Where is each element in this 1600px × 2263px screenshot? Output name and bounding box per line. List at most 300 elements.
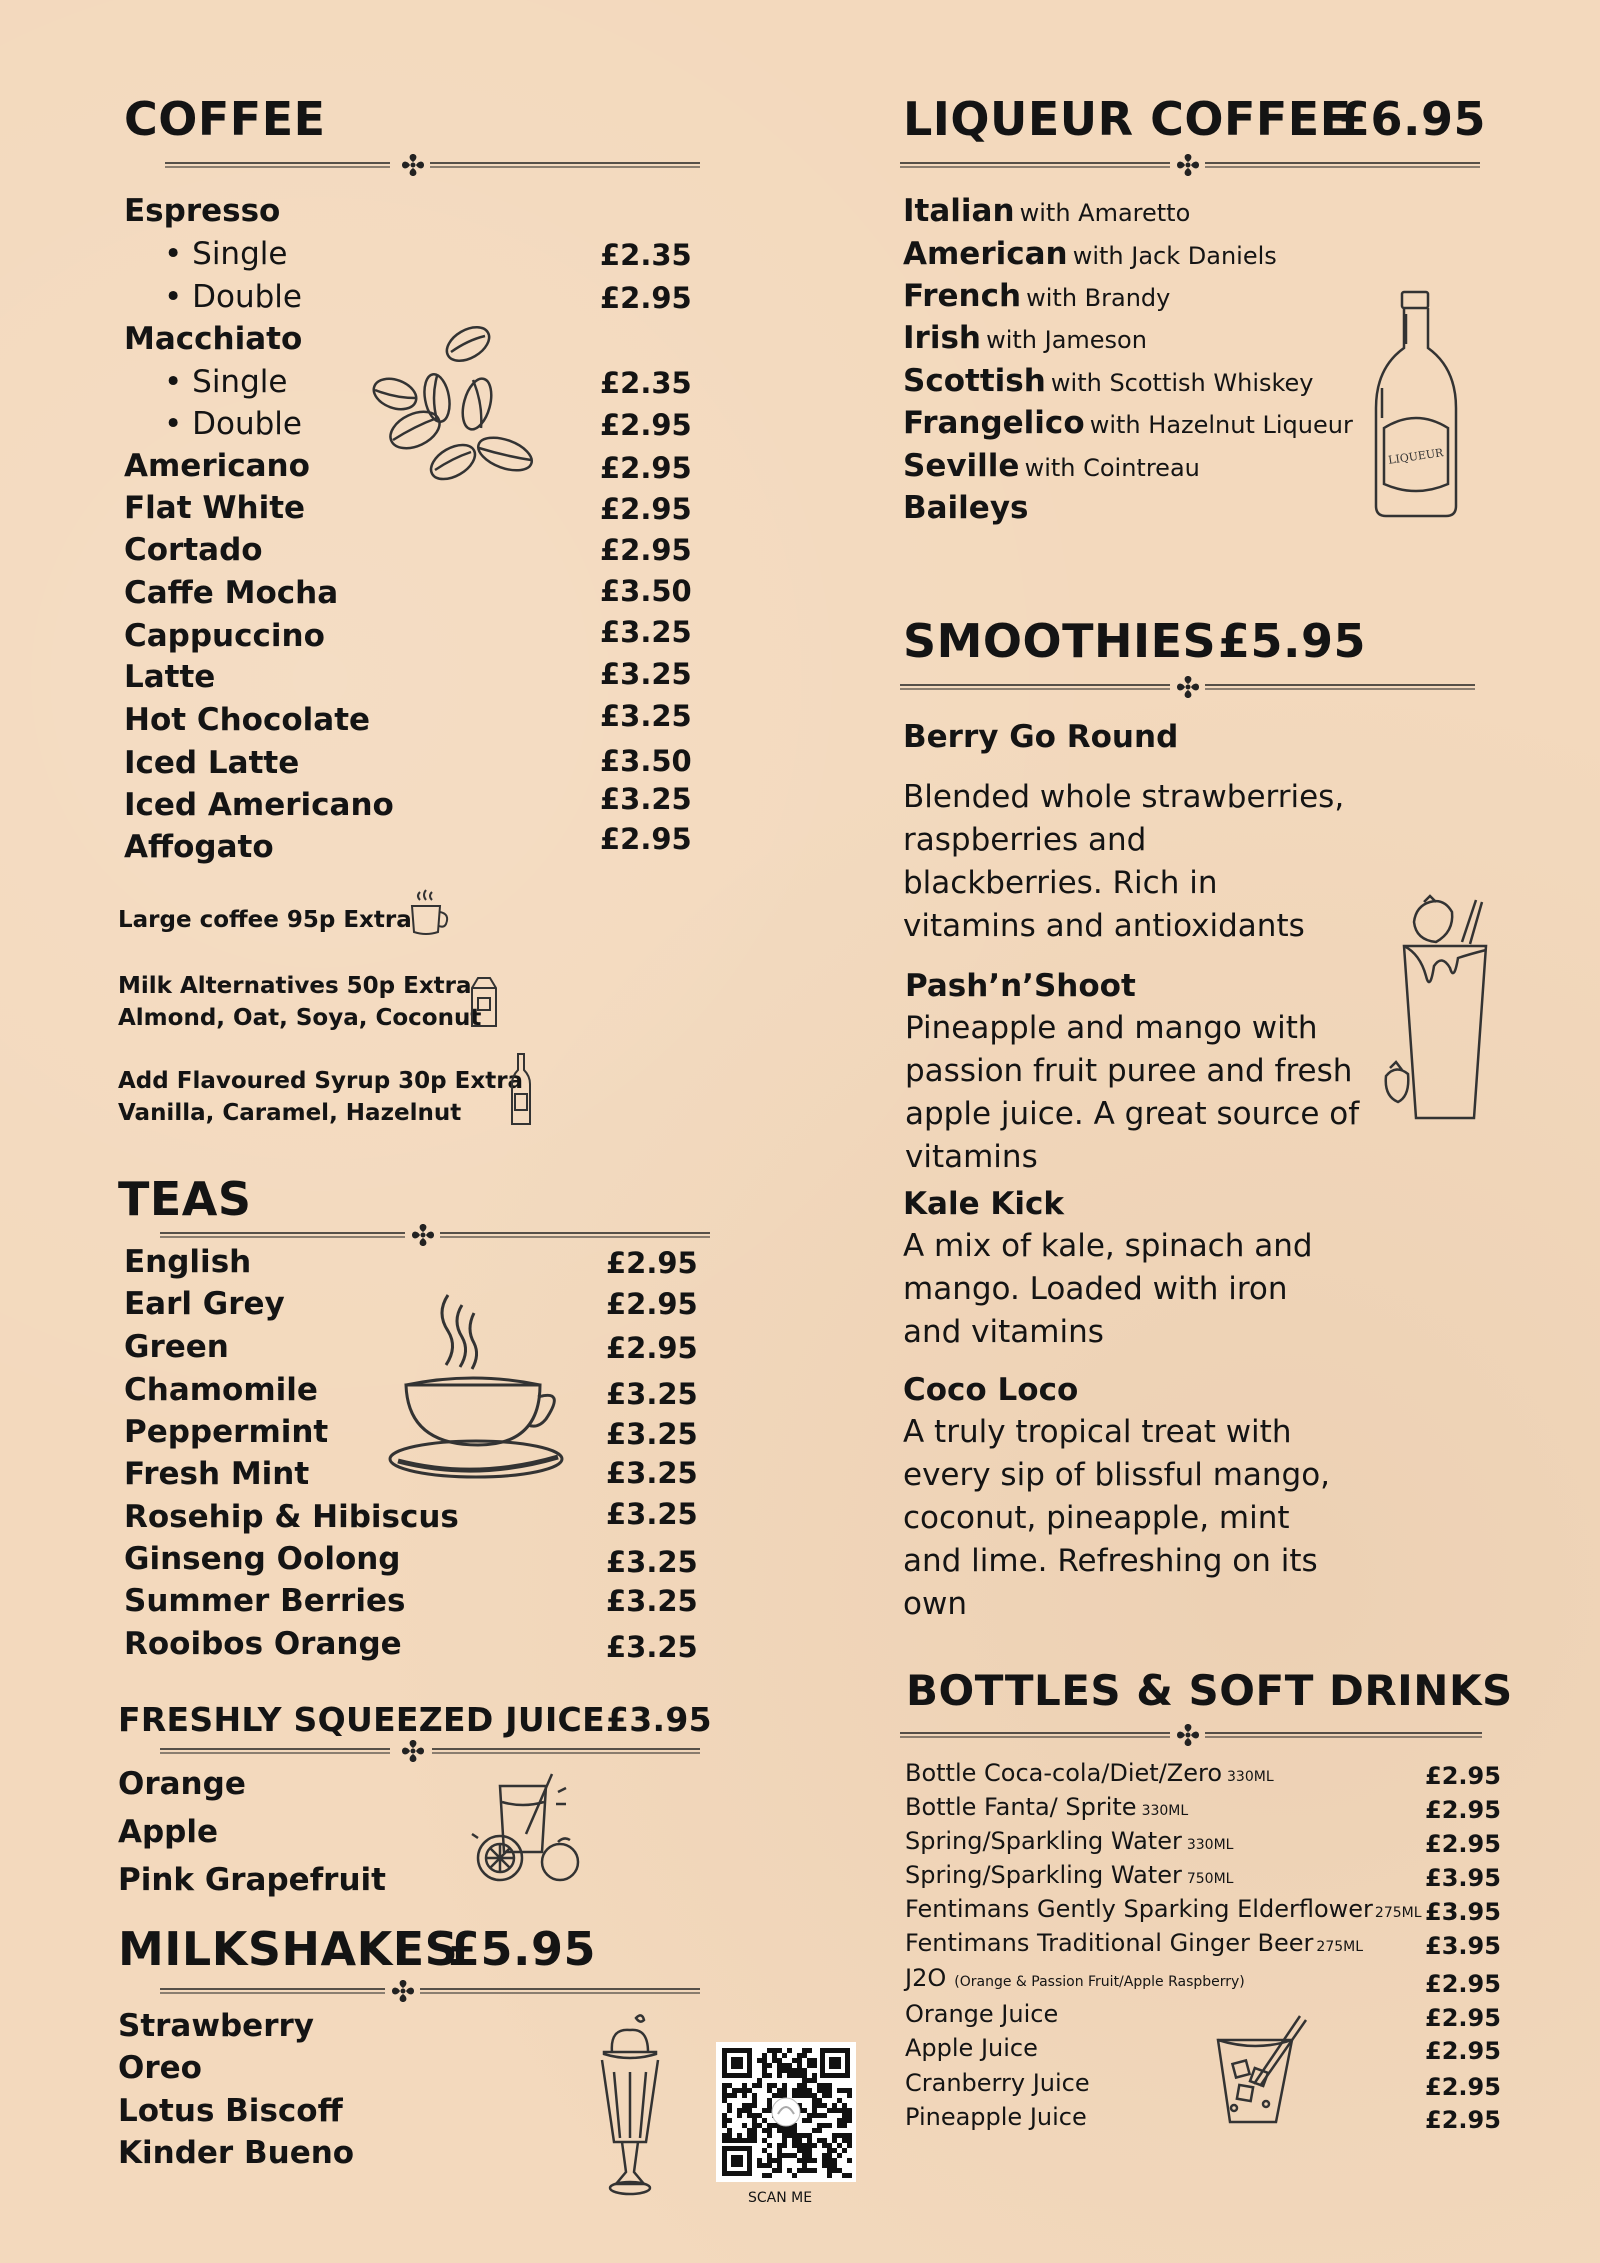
syrup-line2: Vanilla, Caramel, Hazelnut bbox=[118, 1100, 462, 1126]
large-coffee-note: Large coffee 95p Extra bbox=[118, 907, 412, 933]
qr-module bbox=[812, 2078, 817, 2083]
qr-module bbox=[802, 2158, 807, 2163]
qr-module bbox=[777, 2168, 782, 2173]
liqueur-divider bbox=[900, 152, 1480, 182]
qr-module bbox=[752, 2123, 757, 2128]
qr-module bbox=[782, 2053, 787, 2058]
bottles-divider bbox=[900, 1722, 1482, 1752]
qr-module bbox=[787, 2133, 792, 2138]
qr-module bbox=[777, 2158, 782, 2163]
qr-module bbox=[822, 2093, 827, 2098]
qr-module bbox=[792, 2093, 797, 2098]
bottle-item-name: Orange Juice bbox=[905, 2000, 1059, 2028]
qr-module bbox=[752, 2093, 757, 2098]
bottle-item-price: £3.95 bbox=[1425, 1898, 1501, 1926]
qr-module bbox=[767, 2143, 772, 2148]
qr-module bbox=[727, 2108, 732, 2113]
smoothie-name: Berry Go Round bbox=[903, 719, 1179, 755]
milk-carton-icon bbox=[466, 974, 502, 1030]
qr-module bbox=[727, 2103, 732, 2108]
liqueur-item bbox=[903, 320, 1147, 356]
bottles-title: BOTTLES & SOFT DRINKS bbox=[906, 1666, 1513, 1715]
qr-module bbox=[832, 2158, 837, 2163]
bottle-item-size: 330ML bbox=[1141, 1803, 1189, 1819]
bottle-item bbox=[905, 1759, 1274, 1787]
liqueur-item-with: with Cointreau bbox=[1024, 454, 1200, 482]
qr-module bbox=[722, 2123, 727, 2128]
qr-module bbox=[807, 2158, 812, 2163]
smoothie-name: Pash’n’Shoot bbox=[905, 968, 1136, 1004]
liqueur-item bbox=[903, 490, 1028, 526]
qr-module bbox=[827, 2153, 832, 2158]
qr-module bbox=[837, 2168, 842, 2173]
qr-module bbox=[822, 2113, 827, 2118]
milkshake-item: Oreo bbox=[118, 2050, 202, 2086]
bottle-item-price: £3.95 bbox=[1425, 1864, 1501, 1892]
qr-module bbox=[827, 2143, 832, 2148]
qr-module bbox=[807, 2153, 812, 2158]
qr-module bbox=[742, 2093, 747, 2098]
qr-module bbox=[847, 2088, 852, 2093]
qr-module bbox=[807, 2148, 812, 2153]
qr-module bbox=[732, 2088, 737, 2093]
syrup-line1: Add Flavoured Syrup 30p Extra bbox=[118, 1068, 524, 1094]
smoothie-name: Kale Kick bbox=[903, 1186, 1065, 1222]
qr-module bbox=[772, 2168, 777, 2173]
qr-module bbox=[777, 2068, 782, 2073]
qr-module bbox=[837, 2123, 842, 2128]
liqueur-item-with: with Hazelnut Liqueur bbox=[1089, 411, 1353, 439]
qr-module bbox=[787, 2068, 792, 2073]
qr-module bbox=[742, 2108, 747, 2113]
qr-module bbox=[847, 2173, 852, 2178]
tea-item-name: English bbox=[124, 1244, 252, 1280]
qr-module bbox=[832, 2138, 837, 2143]
tea-item-price: £3.25 bbox=[606, 1630, 698, 1664]
qr-module bbox=[842, 2173, 847, 2178]
qr-module bbox=[812, 2063, 817, 2068]
qr-module bbox=[787, 2063, 792, 2068]
qr-module bbox=[792, 2143, 797, 2148]
qr-module bbox=[787, 2128, 792, 2133]
espresso-double: • Double bbox=[164, 279, 302, 315]
milkshakes-price: £5.95 bbox=[448, 1922, 597, 1976]
liqueur-item-name: French bbox=[903, 278, 1022, 314]
qr-module bbox=[767, 2103, 772, 2108]
bottle-item-size: 750ML bbox=[1186, 1871, 1234, 1887]
qr-module bbox=[787, 2048, 792, 2053]
qr-module bbox=[782, 2138, 787, 2143]
liqueur-item-name: Baileys bbox=[903, 490, 1029, 526]
qr-module bbox=[797, 2158, 802, 2163]
bottle-item-price: £2.95 bbox=[1425, 1762, 1501, 1790]
qr-module bbox=[762, 2118, 767, 2123]
qr-module bbox=[767, 2108, 772, 2113]
qr-module bbox=[812, 2103, 817, 2108]
qr-module bbox=[797, 2133, 802, 2138]
qr-module bbox=[827, 2168, 832, 2173]
tea-item-price: £2.95 bbox=[606, 1287, 698, 1321]
qr-module bbox=[727, 2118, 732, 2123]
qr-module bbox=[797, 2058, 802, 2063]
tea-item-price: £2.95 bbox=[606, 1246, 698, 1280]
qr-module bbox=[772, 2053, 777, 2058]
smoothie-desc: Pineapple and mango with passion fruit puree and fresh apple juice. A great source of vitamins bbox=[905, 1010, 1360, 1175]
coffee-item-price: £3.25 bbox=[600, 699, 692, 733]
qr-module bbox=[797, 2143, 802, 2148]
coffee-item-price: £2.95 bbox=[600, 822, 692, 856]
qr-module bbox=[832, 2168, 837, 2173]
qr-module bbox=[832, 2103, 837, 2108]
teas-title: TEAS bbox=[118, 1172, 252, 1226]
qr-module bbox=[742, 2083, 747, 2088]
qr-module bbox=[782, 2068, 787, 2073]
qr-module bbox=[802, 2163, 807, 2168]
qr-module bbox=[762, 2063, 767, 2068]
qr-module bbox=[757, 2123, 762, 2128]
bottle-item-name: Cranberry Juice bbox=[905, 2069, 1090, 2097]
bottle-item-name: Spring/Sparkling Water bbox=[905, 1861, 1182, 1889]
qr-module bbox=[737, 2113, 742, 2118]
qr-module bbox=[827, 2123, 832, 2128]
qr-module bbox=[817, 2103, 822, 2108]
qr-module bbox=[827, 2088, 832, 2093]
qr-module bbox=[812, 2093, 817, 2098]
liqueur-item-with: with Scottish Whiskey bbox=[1050, 369, 1314, 397]
qr-module bbox=[802, 2083, 807, 2088]
qr-module bbox=[842, 2123, 847, 2128]
qr-module bbox=[822, 2158, 827, 2163]
qr-module bbox=[747, 2128, 752, 2133]
qr-module bbox=[842, 2088, 847, 2093]
juice-divider bbox=[120, 1738, 700, 1768]
qr-module bbox=[762, 2138, 767, 2143]
qr-module bbox=[792, 2058, 797, 2063]
coffee-item-name: Hot Chocolate bbox=[124, 702, 371, 738]
qr-module bbox=[752, 2113, 757, 2118]
qr-module bbox=[757, 2113, 762, 2118]
liqueur-item-with: with Amaretto bbox=[1019, 199, 1191, 227]
qr-module bbox=[807, 2113, 812, 2118]
qr-module bbox=[837, 2098, 842, 2103]
qr-module bbox=[847, 2143, 852, 2148]
qr-module bbox=[842, 2148, 847, 2153]
liqueur-item bbox=[903, 193, 1190, 229]
qr-module bbox=[817, 2083, 822, 2088]
qr-module bbox=[797, 2073, 802, 2078]
bottle-item bbox=[905, 2034, 1038, 2062]
qr-module bbox=[827, 2083, 832, 2088]
bottle-item bbox=[905, 2103, 1087, 2131]
qr-module bbox=[757, 2058, 762, 2063]
qr-module bbox=[747, 2103, 752, 2108]
qr-module bbox=[722, 2113, 727, 2118]
qr-module bbox=[817, 2113, 822, 2118]
bottle-item bbox=[905, 1861, 1233, 1889]
espresso-single: • Single bbox=[164, 236, 288, 272]
coffee-item-name: Caffe Mocha bbox=[124, 575, 339, 611]
liqueur-item bbox=[903, 363, 1314, 399]
liqueur-item bbox=[903, 405, 1353, 441]
smoothie-glass-icon bbox=[1380, 896, 1520, 1126]
qr-module bbox=[747, 2133, 752, 2138]
espresso-single-price: £2.35 bbox=[600, 238, 692, 272]
juice-glass-icon bbox=[466, 1772, 596, 1892]
qr-module bbox=[777, 2073, 782, 2078]
qr-module bbox=[767, 2158, 772, 2163]
liqueur-title: LIQUEUR COFFEE bbox=[903, 92, 1352, 146]
bottle-item-name: Apple Juice bbox=[905, 2034, 1038, 2062]
milk-alternatives-note bbox=[118, 970, 481, 1034]
tea-item-name: Rooibos Orange bbox=[124, 1626, 402, 1662]
qr-module bbox=[797, 2053, 802, 2058]
qr-module bbox=[752, 2083, 757, 2088]
qr-module bbox=[842, 2113, 847, 2118]
coffee-item-name: Flat White bbox=[124, 490, 306, 526]
qr-module bbox=[747, 2088, 752, 2093]
qr-module bbox=[802, 2118, 807, 2123]
qr-module bbox=[757, 2158, 762, 2163]
tea-item-name: Chamomile bbox=[124, 1372, 318, 1408]
bottle-item-size: 330ML bbox=[1186, 1837, 1234, 1853]
liqueur-item-with: with Jack Daniels bbox=[1072, 242, 1277, 270]
qr-module bbox=[722, 2138, 727, 2143]
bottle-item-price: £2.95 bbox=[1425, 2004, 1501, 2032]
liqueur-item-name: Italian bbox=[903, 193, 1015, 229]
qr-module bbox=[777, 2153, 782, 2158]
juice-item: Orange bbox=[118, 1766, 246, 1802]
qr-module bbox=[797, 2083, 802, 2088]
qr-module bbox=[762, 2163, 767, 2168]
coffee-item-price: £2.95 bbox=[600, 533, 692, 567]
tea-item-price: £2.95 bbox=[606, 1331, 698, 1365]
qr-module bbox=[817, 2098, 822, 2103]
qr-module bbox=[812, 2158, 817, 2163]
qr-module bbox=[832, 2133, 837, 2138]
qr-module bbox=[802, 2088, 807, 2093]
bottle-item-name: Spring/Sparkling Water bbox=[905, 1827, 1182, 1855]
qr-module bbox=[787, 2073, 792, 2078]
liqueur-item bbox=[903, 448, 1200, 484]
milkshakes-title: MILKSHAKES bbox=[118, 1922, 459, 1976]
coffee-divider bbox=[120, 152, 700, 182]
qr-module bbox=[782, 2143, 787, 2148]
qr-module bbox=[807, 2093, 812, 2098]
qr-module bbox=[767, 2153, 772, 2158]
bottle-item-price: £2.95 bbox=[1425, 2106, 1501, 2134]
qr-module bbox=[737, 2088, 742, 2093]
qr-module bbox=[732, 2138, 737, 2143]
qr-module bbox=[807, 2133, 812, 2138]
tea-item-price: £3.25 bbox=[606, 1545, 698, 1579]
coffee-item-name: Cortado bbox=[124, 532, 263, 568]
liqueur-bottle-icon bbox=[1368, 288, 1464, 520]
smoothies-title: SMOOTHIES bbox=[903, 614, 1217, 668]
qr-module bbox=[792, 2088, 797, 2093]
qr-module bbox=[762, 2128, 767, 2133]
smoothies-price: £5.95 bbox=[1218, 614, 1367, 668]
qr-module bbox=[727, 2093, 732, 2098]
qr-module bbox=[782, 2128, 787, 2133]
liqueur-item-name: Irish bbox=[903, 320, 981, 356]
coffee-item-name: Americano bbox=[124, 448, 310, 484]
smoothies-divider bbox=[900, 674, 1480, 704]
bottle-item-size: 275ML bbox=[1316, 1939, 1364, 1955]
qr-module bbox=[777, 2128, 782, 2133]
qr-module bbox=[817, 2123, 822, 2128]
qr-module bbox=[807, 2168, 812, 2173]
qr-module bbox=[812, 2113, 817, 2118]
qr-module bbox=[777, 2048, 782, 2053]
qr-module bbox=[847, 2093, 852, 2098]
qr-module bbox=[762, 2068, 767, 2073]
qr-module bbox=[817, 2128, 822, 2133]
milk-alternatives-line2: Almond, Oat, Soya, Coconut bbox=[118, 1005, 482, 1031]
qr-module bbox=[767, 2048, 772, 2053]
coffee-item-price: £3.25 bbox=[600, 615, 692, 649]
qr-module bbox=[727, 2128, 732, 2133]
qr-module bbox=[802, 2053, 807, 2058]
coffee-item-name: Latte bbox=[124, 659, 216, 695]
milkshake-item: Strawberry bbox=[118, 2008, 314, 2044]
qr-module bbox=[837, 2143, 842, 2148]
qr-module bbox=[797, 2093, 802, 2098]
qr-module bbox=[777, 2143, 782, 2148]
qr-module bbox=[777, 2088, 782, 2093]
qr-module bbox=[827, 2108, 832, 2113]
qr-module bbox=[837, 2133, 842, 2138]
bottle-item-name: Fentimans Traditional Ginger Beer bbox=[905, 1929, 1314, 1957]
qr-module bbox=[797, 2088, 802, 2093]
qr-module bbox=[757, 2078, 762, 2083]
coffee-title: COFFEE bbox=[124, 92, 326, 146]
tea-item-price: £3.25 bbox=[606, 1377, 698, 1411]
bottle-item bbox=[905, 1964, 1245, 1992]
smoothie-desc: Blended whole strawberries, raspberries and blackberries. Rich in vitamins and antioxidants bbox=[903, 779, 1345, 944]
juice-item: Apple bbox=[118, 1814, 219, 1850]
qr-module bbox=[737, 2138, 742, 2143]
qr-module bbox=[827, 2163, 832, 2168]
bottle-item bbox=[905, 1929, 1363, 1957]
tea-item-price: £3.25 bbox=[606, 1456, 698, 1490]
liqueur-item-with: with Brandy bbox=[1026, 284, 1171, 312]
qr-module bbox=[737, 2108, 742, 2113]
qr-module bbox=[767, 2088, 772, 2093]
qr-module bbox=[767, 2133, 772, 2138]
qr-module bbox=[822, 2103, 827, 2108]
macchiato-double: • Double bbox=[164, 406, 302, 442]
qr-module bbox=[817, 2138, 822, 2143]
qr-module bbox=[757, 2163, 762, 2168]
qr-module bbox=[812, 2128, 817, 2133]
qr-module bbox=[772, 2048, 777, 2053]
qr-module bbox=[807, 2048, 812, 2053]
liqueur-item-name: American bbox=[903, 236, 1068, 272]
bottle-item-price: £2.95 bbox=[1425, 2037, 1501, 2065]
espresso-name: Espresso bbox=[124, 193, 281, 229]
qr-module bbox=[722, 2133, 727, 2138]
qr-module bbox=[797, 2063, 802, 2068]
qr-module bbox=[807, 2088, 812, 2093]
qr-module bbox=[747, 2108, 752, 2113]
coffee-item-name: Cappuccino bbox=[124, 618, 325, 654]
liqueur-bottle-label: LIQUEUR bbox=[1387, 446, 1445, 467]
qr-module bbox=[792, 2173, 797, 2178]
bottle-item-name: Pineapple Juice bbox=[905, 2103, 1087, 2131]
qr-module bbox=[792, 2128, 797, 2133]
coffee-item-name: Affogato bbox=[124, 829, 274, 865]
qr-module bbox=[837, 2153, 842, 2158]
bottle-item-name: Fentimans Gently Sparking Elderflower bbox=[905, 1895, 1373, 1923]
qr-module bbox=[842, 2103, 847, 2108]
coffee-item-name: Iced Americano bbox=[124, 787, 394, 823]
macchiato-name: Macchiato bbox=[124, 321, 303, 357]
qr-module bbox=[792, 2133, 797, 2138]
milkshake-item: Lotus Biscoff bbox=[118, 2093, 343, 2129]
qr-module bbox=[842, 2138, 847, 2143]
qr-module bbox=[827, 2148, 832, 2153]
qr-module bbox=[802, 2143, 807, 2148]
qr-module bbox=[827, 2158, 832, 2163]
qr-module bbox=[727, 2083, 732, 2088]
qr-module bbox=[777, 2058, 782, 2063]
milkshakes-divider bbox=[120, 1978, 700, 2008]
qr-module bbox=[762, 2073, 767, 2078]
qr-module bbox=[847, 2118, 852, 2123]
qr-module bbox=[812, 2098, 817, 2103]
qr-module bbox=[837, 2108, 842, 2113]
teacup-icon bbox=[388, 1285, 568, 1485]
qr-module bbox=[822, 2123, 827, 2128]
qr-module bbox=[747, 2138, 752, 2143]
qr-module bbox=[792, 2068, 797, 2073]
coffee-beans-icon bbox=[365, 318, 545, 488]
qr-module bbox=[777, 2063, 782, 2068]
coffee-item-price: £2.95 bbox=[600, 451, 692, 485]
qr-module bbox=[782, 2153, 787, 2158]
macchiato-single: • Single bbox=[164, 364, 288, 400]
qr-module bbox=[802, 2153, 807, 2158]
macchiato-double-price: £2.95 bbox=[600, 408, 692, 442]
liqueur-item-name: Seville bbox=[903, 448, 1020, 484]
qr-module bbox=[832, 2148, 837, 2153]
syrup-note bbox=[118, 1065, 523, 1129]
qr-module bbox=[842, 2108, 847, 2113]
qr-module bbox=[782, 2083, 787, 2088]
qr-module bbox=[752, 2138, 757, 2143]
smoothie-desc: A mix of kale, spinach and mango. Loaded with iron and vitamins bbox=[903, 1228, 1313, 1350]
qr-module bbox=[722, 2088, 727, 2093]
qr-module bbox=[817, 2088, 822, 2093]
qr-module bbox=[767, 2073, 772, 2078]
liqueur-item-name: Frangelico bbox=[903, 405, 1085, 441]
qr-code[interactable] bbox=[716, 2042, 856, 2182]
qr-module bbox=[802, 2073, 807, 2078]
qr-module bbox=[772, 2123, 777, 2128]
qr-module bbox=[822, 2138, 827, 2143]
qr-module bbox=[742, 2088, 747, 2093]
bottle-item-size: (Orange & Passion Fruit/Apple Raspberry) bbox=[954, 1974, 1245, 1990]
qr-module bbox=[787, 2168, 792, 2173]
qr-module bbox=[827, 2173, 832, 2178]
qr-module bbox=[812, 2168, 817, 2173]
qr-module bbox=[762, 2053, 767, 2058]
qr-module bbox=[822, 2153, 827, 2158]
qr-module bbox=[802, 2168, 807, 2173]
qr-module bbox=[762, 2108, 767, 2113]
qr-module bbox=[782, 2063, 787, 2068]
qr-module bbox=[802, 2048, 807, 2053]
